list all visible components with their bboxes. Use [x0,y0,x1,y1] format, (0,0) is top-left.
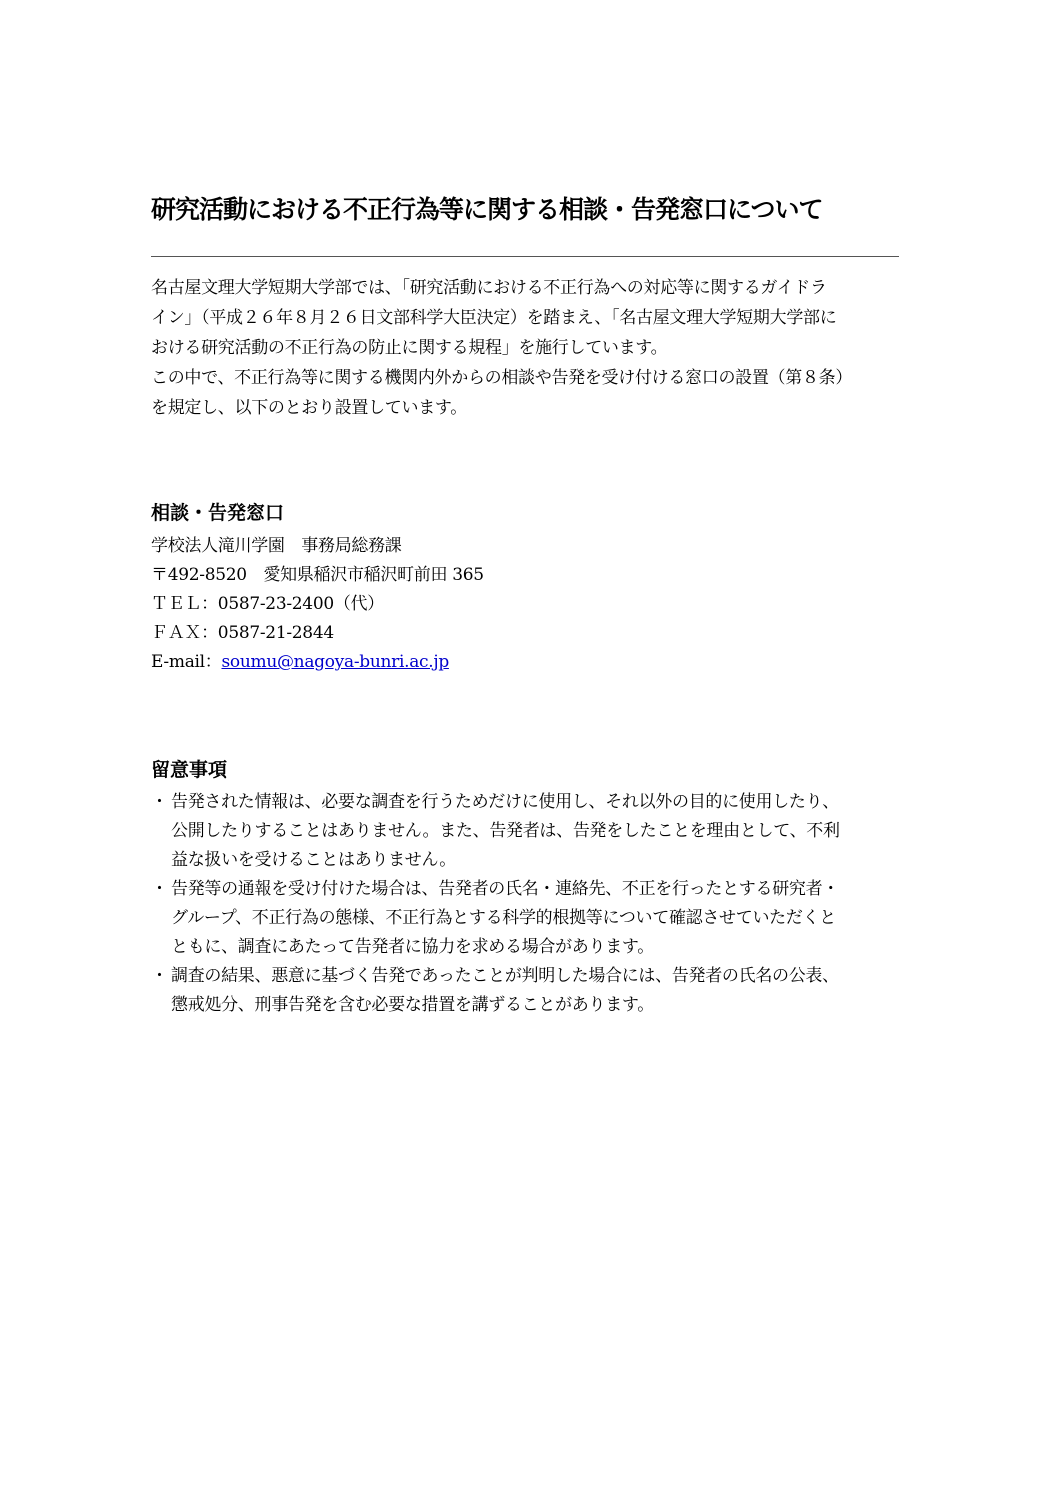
note-line: 告発等の通報を受け付けた場合は、告発者の氏名・連絡先、不正を行ったとする研究者・ [171,879,839,899]
intro-line: 名古屋文理大学短期大学部では、「研究活動における不正行為への対応等に関するガイドラ [151,278,827,298]
intro-line: を規定し、以下のとおり設置しています。 [151,398,467,418]
intro-paragraph [151,273,919,423]
note-line: 益な扱いを受けることはありません。 [171,850,456,870]
contact-email-row [151,648,911,677]
note-line: 公開したりすることはありません。また、告発者は、告発をしたことを理由として、不利 [171,821,840,841]
contact-organization: 学校法人滝川学園 事務局総務課 [151,536,402,556]
contact-tel: ＴＥＬ：0587-23-2400（代） [151,594,384,614]
contact-block [151,532,911,677]
email-link[interactable]: soumu@nagoya-bunri.ac.jp [221,652,449,672]
note-line: ともに、調査にあたって告発者に協力を求める場合があります。 [171,937,654,957]
intro-line: おける研究活動の不正行為の防止に関する規程」を施行しています。 [151,338,668,358]
intro-line: イン」（平成２６年８月２６日文部科学大臣決定）を踏まえ、「名古屋文理大学短期大学部に [151,308,837,328]
note-line: 告発された情報は、必要な調査を行うためだけに使用し、それ以外の目的に使用したり、 [171,792,839,812]
bullet-mark: ・ [151,879,168,899]
contact-address: 〒492-8520 愛知県稲沢市稲沢町前田 365 [151,565,484,585]
page-title: 研究活動における不正行為等に関する相談・告発窓口について [151,195,823,224]
notes-list [151,788,919,1020]
notes-heading: 留意事項 [151,759,228,781]
title-divider [151,256,899,257]
note-item [151,875,919,962]
contact-fax: ＦＡＸ：0587-21-2844 [151,623,334,643]
note-line: 調査の結果、悪意に基づく告発であったことが判明した場合には、告発者の氏名の公表、 [171,966,839,986]
bullet-mark: ・ [151,792,168,812]
note-item [151,962,919,1020]
bullet-mark: ・ [151,966,168,986]
note-item [151,788,919,875]
note-line: 懲戒処分、刑事告発を含む必要な措置を講ずることがあります。 [171,995,654,1015]
contact-heading: 相談・告発窓口 [151,502,285,524]
intro-line: この中で、不正行為等に関する機関内外からの相談や告発を受け付ける窓口の設置（第８条） [151,368,853,388]
note-line: グループ、不正行為の態様、不正行為とする科学的根拠等について確認させていただくと [171,908,836,928]
email-label: E-mail： [151,652,222,672]
